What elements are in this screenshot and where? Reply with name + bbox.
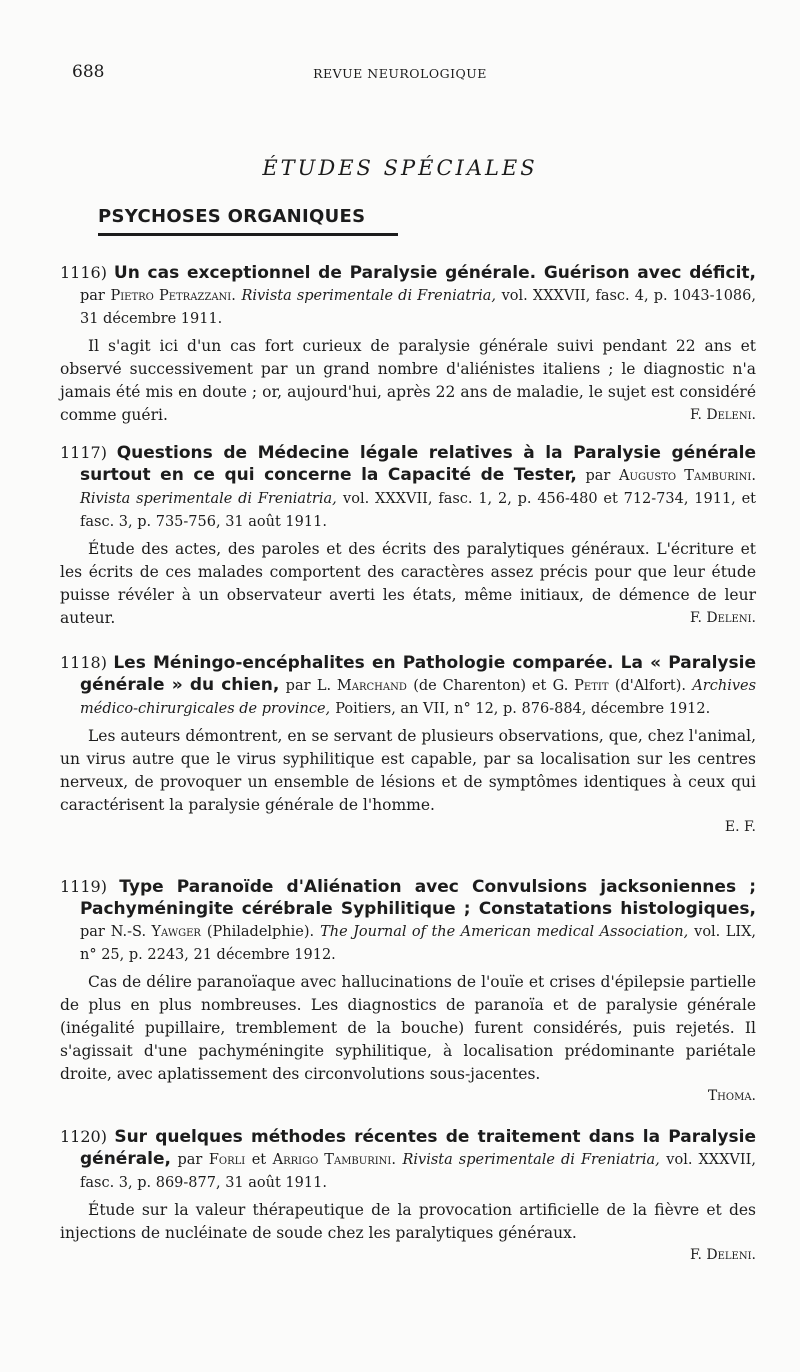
entry-by: par (585, 468, 611, 484)
entry-details: vol. XXXVII, fasc. 1, 2, p. 456-480 et 712-734, 1911, et fasc. 3, p. 735-756, 31 août 1911. (80, 491, 756, 530)
entry-abstract: Étude sur la valeur thérapeutique de la provocation artificielle de la fièvre et des injections de nucléinate de soude chez les paralytiques généraux. (60, 1201, 756, 1242)
entry-details: Poitiers, an VII, n° 12, p. 876-884, décembre 1912. (335, 701, 711, 717)
entry-affiliation: (de Charenton) et (413, 678, 547, 694)
subsection-title: PSYCHOSES ORGANIQUES (98, 206, 366, 227)
entry-journal: The Journal of the American medical Association, (320, 924, 689, 940)
entry-journal: Rivista sperimentale di Freniatria, (402, 1152, 660, 1168)
entry-author: Augusto Tamburini. (619, 468, 756, 484)
entry-number: 1116) (60, 263, 107, 282)
entry-number: 1118) (60, 653, 107, 672)
entry-1116 (60, 262, 756, 425)
page-number: 688 (72, 62, 105, 82)
entry-abstract: Cas de délire paranoïaque avec hallucinations de l'ouïe et crises d'épilepsie partielle de plus en plus nombreuses. Les diagnostics de paranoïa et de paralysie générale (inégalité pupillaire, tremblement de la bouche) furent considérés, puis rejetés. Il s'agissait d'une pachyméningite syphilitique, à localisation prédominante pariétale droite, avec aplatissement des circonvolutions sous-jacentes. (60, 973, 756, 1083)
entry-heading (60, 1126, 756, 1194)
entry-title: Un cas exceptionnel de Paralysie générale. Guérison avec déficit, (113, 263, 756, 283)
entry-signature: E. F. (724, 819, 756, 835)
entry-number: 1120) (60, 1127, 107, 1146)
entry-heading (60, 442, 756, 533)
entry-by: par (80, 924, 105, 940)
entry-title: Type Paranoïde d'Aliénation avec Convulsions jacksoniennes ; Pachyméningite cérébrale Syphilitique ; Constatations histologiques, (80, 877, 756, 919)
entry-1117 (60, 442, 756, 628)
entry-title: Questions de Médecine légale relatives à la Paralysie générale surtout en ce qui concerne la Capacité de Tester, (80, 443, 756, 485)
subsection-underline (98, 233, 398, 236)
entry-abstract: Les auteurs démontrent, en se servant de plusieurs observations, que, chez l'animal, un virus autre que le virus syphilitique est capable, par sa localisation sur les centres nerveux, de provoquer un ensemble de lésions et de symptômes identiques à ceux qui caractérisent la paralysie générale de l'homme. (60, 727, 756, 814)
entry-signature: Thoma. (707, 1088, 756, 1104)
entry-author: L. Marchand (316, 678, 407, 694)
entry-author: Forli (208, 1152, 246, 1168)
entry-abstract: Étude des actes, des paroles et des écrits des paralytiques généraux. L'écriture et les écrits de ces malades comportent des caractères assez précis pour que leur étude puisse révéler à un observateur averti les états, même initiaux, de démence de leur auteur. (60, 540, 756, 627)
entry-journal: Rivista sperimentale di Freniatria, (241, 288, 497, 304)
entry-by: par (285, 678, 311, 694)
entry-details: vol. XXXVII, fasc. 4, p. 1043-1086, 31 décembre 1911. (80, 288, 756, 327)
entry-heading (60, 876, 756, 966)
entry-signature: F. Deleni. (689, 407, 756, 423)
running-head: REVUE NEUROLOGIQUE (313, 66, 487, 81)
entry-affiliation: (Philadelphie). (206, 924, 315, 940)
entry-by: par (177, 1152, 203, 1168)
entry-heading (60, 652, 756, 720)
entry-signature: F. Deleni. (689, 610, 756, 626)
entry-heading (60, 262, 756, 330)
entry-journal: Rivista sperimentale di Freniatria, (80, 491, 337, 507)
entry-1120 (60, 1126, 756, 1265)
entry-1119 (60, 876, 756, 1106)
entry-author: Pietro Petrazzani. (110, 288, 236, 304)
entry-conjunction: et (251, 1152, 267, 1168)
entry-journal: Archives médico-chirurgicales de province, (80, 678, 757, 717)
entry-signature: F. Deleni. (689, 1247, 756, 1263)
entry-coauthor: G. Petit (552, 678, 609, 694)
entry-title: Sur quelques méthodes récentes de traitement dans la Paralysie générale, (80, 1127, 756, 1169)
entry-1118 (60, 652, 756, 837)
entry-details: vol. LIX, n° 25, p. 2243, 21 décembre 1912. (80, 924, 757, 963)
entry-abstract: Il s'agit ici d'un cas fort curieux de paralysie générale suivi pendant 22 ans et observé successivement par un grand nombre d'aliénistes italiens ; le diagnostic n'a jamais été mis en doute ; or, aujourd'hui, après 22 ans de maladie, le sujet est considéré comme guéri. (60, 337, 756, 424)
entry-coauthor: Arrigo Tamburini. (272, 1152, 396, 1168)
entry-title: Les Méningo-encéphalites en Pathologie comparée. La « Paralysie générale » du chien, (80, 653, 756, 695)
entry-number: 1117) (60, 443, 107, 462)
entry-author: N.-S. Yawger (110, 924, 201, 940)
section-title: ÉTUDES SPÉCIALES (262, 156, 538, 180)
entry-by: par (80, 288, 105, 304)
entry-details: vol. XXXVII, fasc. 3, p. 869-877, 31 août 1911. (80, 1152, 756, 1191)
entry-number: 1119) (60, 877, 107, 896)
entry-coauthor-affiliation: (d'Alfort). (614, 678, 686, 694)
